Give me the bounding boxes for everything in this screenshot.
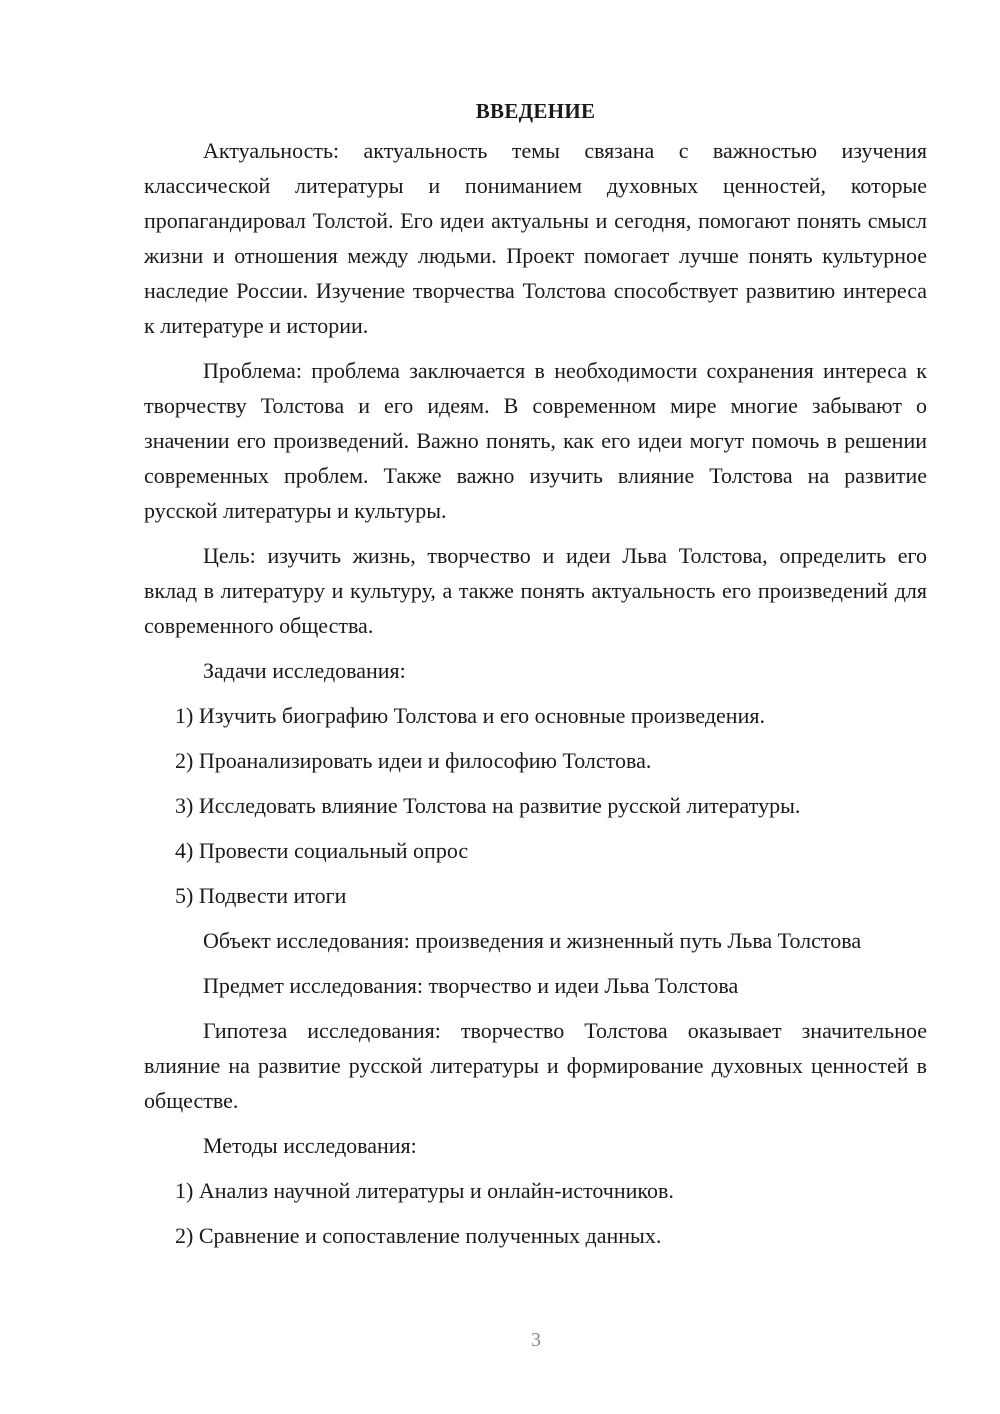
- methods-list: [144, 1173, 927, 1253]
- list-item: 1) Анализ научной литературы и онлайн-источников.: [175, 1178, 674, 1203]
- tasks-list: [144, 698, 927, 913]
- subject-paragraph: Предмет исследования: творчество и идеи Льва Толстова: [203, 973, 739, 998]
- section-heading: ВВЕДЕНИЕ: [475, 99, 596, 123]
- list-item: 4) Провести социальный опрос: [175, 838, 469, 863]
- list-item: 5) Подвести итоги: [175, 883, 347, 908]
- list-item: 2) Проанализировать идеи и философию Толстова.: [175, 748, 652, 773]
- goal-paragraph: Цель: изучить жизнь, творчество и идеи Льва Толстова, определить его вклад в литературу и культуру, а также понять актуальность его произведений для современного общества.: [144, 543, 927, 638]
- list-item: 1) Изучить биографию Толстова и его основные произведения.: [175, 703, 765, 728]
- methods-label: Методы исследования:: [203, 1133, 417, 1158]
- list-item: 2) Сравнение и сопоставление полученных данных.: [175, 1223, 662, 1248]
- relevance-paragraph: Актуальность: актуальность темы связана с важностью изучения классической литературы и пониманием духовных ценностей, которые пропагандировал Толстой. Его идеи актуальны и сегодня, помогают понять смысл жизни и отношения между людьми. Проект помогает лучше понять культурное наследие России. Изучение творчества Толстова способствует развитию интереса к литературе и истории.: [144, 138, 927, 338]
- page-number: 3: [531, 1329, 541, 1351]
- list-item: 3) Исследовать влияние Толстова на развитие русской литературы.: [175, 793, 801, 818]
- problem-paragraph: Проблема: проблема заключается в необходимости сохранения интереса к творчеству Толстова и его идеям. В современном мире многие забывают о значении его произведений. Важно понять, как его идеи могут помочь в решении современных проблем. Также важно изучить влияние Толстова на развитие русской литературы и культуры.: [144, 358, 927, 523]
- object-paragraph: Объект исследования: произведения и жизненный путь Льва Толстова: [203, 928, 862, 953]
- page-content: [144, 94, 927, 1253]
- tasks-label: Задачи исследования:: [203, 658, 406, 683]
- hypothesis-paragraph: Гипотеза исследования: творчество Толстова оказывает значительное влияние на развитие русской литературы и формирование духовных ценностей в обществе.: [144, 1018, 927, 1113]
